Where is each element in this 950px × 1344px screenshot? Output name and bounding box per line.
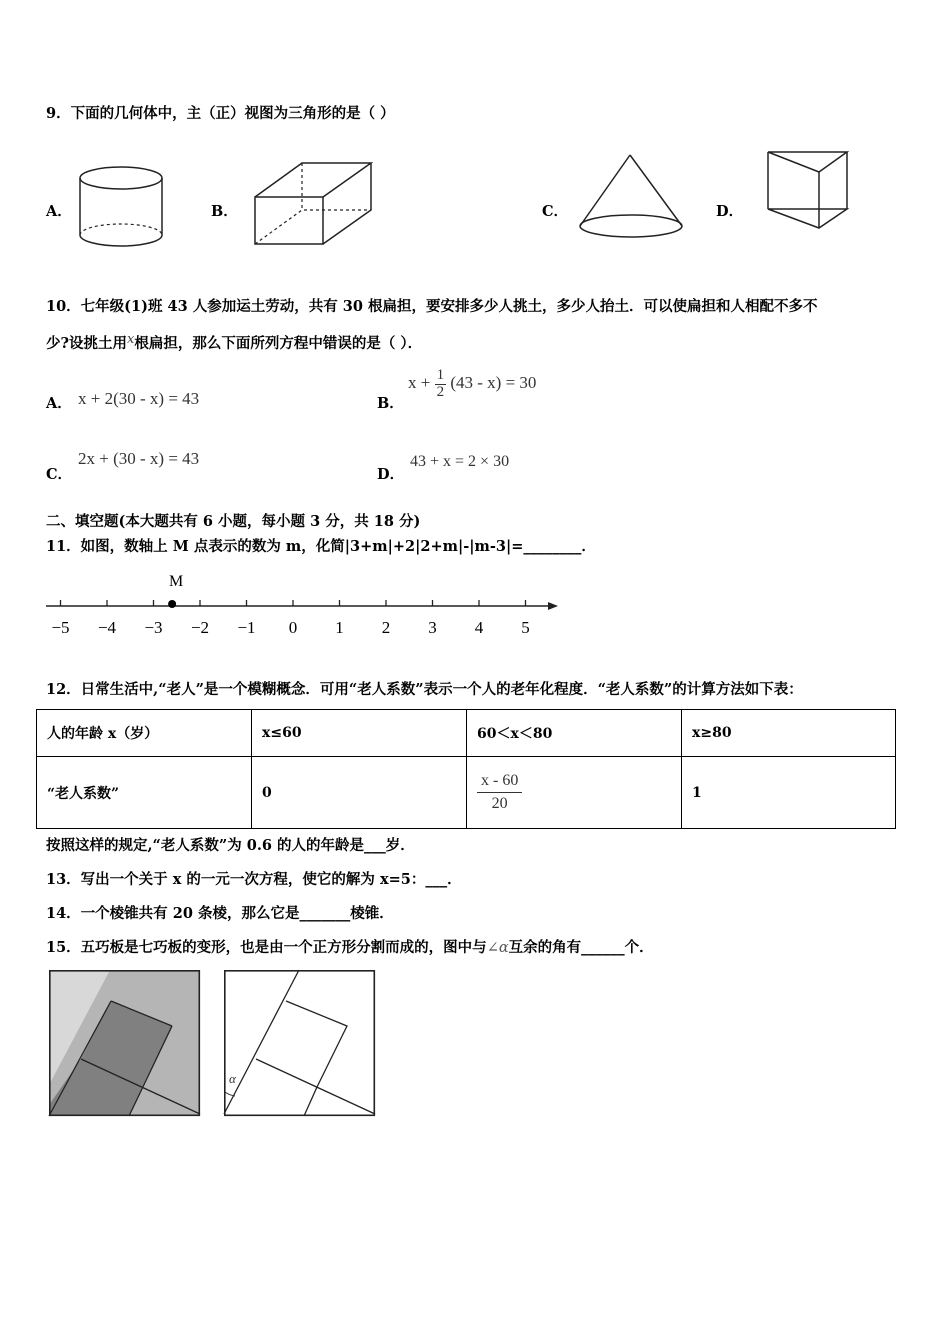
q10-equation-b-denominator: 2 — [436, 383, 445, 400]
q10-equation-b-post: (43 - x) = 30 — [450, 373, 537, 393]
number-line-tick-label: 0 — [288, 618, 298, 637]
table-cell-fraction — [467, 757, 682, 829]
coefficient-table — [36, 709, 896, 829]
table-cell: x≤60 — [252, 710, 467, 757]
q10-equation-b-numerator: 1 — [436, 367, 445, 383]
number-line-tick-label: −5 — [51, 618, 70, 637]
q15-text-a: 15．五巧板是七巧板的变形，也是由一个正方形分割而成的，图中与 — [46, 939, 487, 956]
q10-option-b-label: B． — [377, 395, 404, 412]
five-piece-puzzle-shaded — [49, 970, 201, 1117]
q10-equation-c: 2x + (30 - x) = 43 — [78, 449, 200, 468]
table-cell: 60＜x＜80 — [467, 710, 682, 757]
q10-equation-a: x + 2(30 - x) = 43 — [78, 389, 200, 408]
section-2-heading: 二、填空题(本大题共有 6 小题，每小题 3 分，共 18 分) — [46, 513, 421, 530]
cylinder-figure — [78, 162, 170, 252]
table-cell: 1 — [682, 757, 896, 829]
q10-option-c-label: C． — [46, 466, 73, 483]
five-piece-puzzle-outline — [224, 970, 376, 1117]
number-line-tick-label: 4 — [474, 618, 484, 637]
q13-text: 13．写出一个关于 x 的一元一次方程，使它的解为 x=5：___． — [46, 871, 462, 888]
q10-option-d-label: D． — [377, 466, 405, 483]
q9-option-a-label: A． — [46, 203, 72, 220]
number-line-tick-label: 5 — [521, 618, 530, 637]
fraction-denominator: 20 — [491, 794, 508, 812]
table-cell: 人的年龄 x（岁） — [37, 710, 252, 757]
table-cell: 0 — [252, 757, 467, 829]
q10-line1: 10．七年级(1)班 43 人参加运土劳动，共有 30 根扁担，要安排多少人挑土，多少人抬土．可以使扁担和人相配不多不 — [46, 298, 818, 315]
table-cell: “老人系数” — [37, 757, 252, 829]
q10-line2-a: 少?设挑土用 — [46, 335, 127, 352]
q10-equation-d: 43 + x = 2 × 30 — [410, 453, 510, 470]
q10-equation-b-pre: x + — [408, 373, 431, 393]
table-cell: x≥80 — [682, 710, 896, 757]
q15-text-b: 互余的角有______个． — [508, 939, 654, 956]
q14-text: 14．一个棱锥共有 20 条棱，那么它是_______棱锥． — [46, 905, 394, 922]
alpha-label: α — [229, 1071, 236, 1086]
number-line-tick-label: 2 — [381, 618, 391, 637]
table-row — [37, 710, 896, 757]
q15-text — [46, 936, 654, 957]
table-row — [37, 757, 896, 829]
cuboid-figure — [250, 160, 380, 250]
q9-option-b-label: B． — [211, 203, 238, 220]
point-m-label: M — [168, 573, 184, 590]
q9-option-d-label: D． — [716, 203, 744, 220]
q12-text: 12．日常生活中,“老人”是一个模糊概念．可用“老人系数”表示一个人的老年化程度．“老人系数”的计算方法如下表： — [46, 681, 803, 698]
number-line-tick-label: −1 — [237, 618, 256, 637]
fraction-numerator: x - 60 — [477, 773, 522, 793]
q10-line2 — [46, 332, 422, 353]
q9-text: 9．下面的几何体中，主（正）视图为三角形的是（ ） — [46, 105, 395, 122]
q10-equation-b — [408, 368, 536, 401]
triangular-prism-figure — [764, 148, 856, 234]
q11-text: 11．如图，数轴上 M 点表示的数为 m，化简|3+m|+2|2+m|-|m-3|=________． — [46, 538, 596, 555]
arrow-right-icon — [548, 602, 558, 610]
number-line-tick-label: −4 — [97, 618, 117, 637]
number-line-tick-label: 1 — [335, 618, 344, 637]
number-line-tick-label: 3 — [428, 618, 437, 637]
point-m-dot — [168, 600, 176, 608]
q10-option-a-label: A． — [46, 395, 72, 412]
q9-option-c-label: C． — [542, 203, 569, 220]
q10-line2-b: 根扁担，那么下面所列方程中错误的是（ ）． — [134, 335, 423, 352]
number-line-tick-label: −3 — [144, 618, 163, 637]
q10-variable: x — [127, 332, 135, 347]
cone-figure — [575, 152, 690, 244]
number-line — [0, 560, 570, 650]
number-line-tick-label: −2 — [190, 618, 210, 637]
angle-alpha-symbol: ∠α — [486, 940, 509, 956]
q12-after-text: 按照这样的规定,“老人系数”为 0.6 的人的年龄是___岁． — [46, 837, 415, 854]
